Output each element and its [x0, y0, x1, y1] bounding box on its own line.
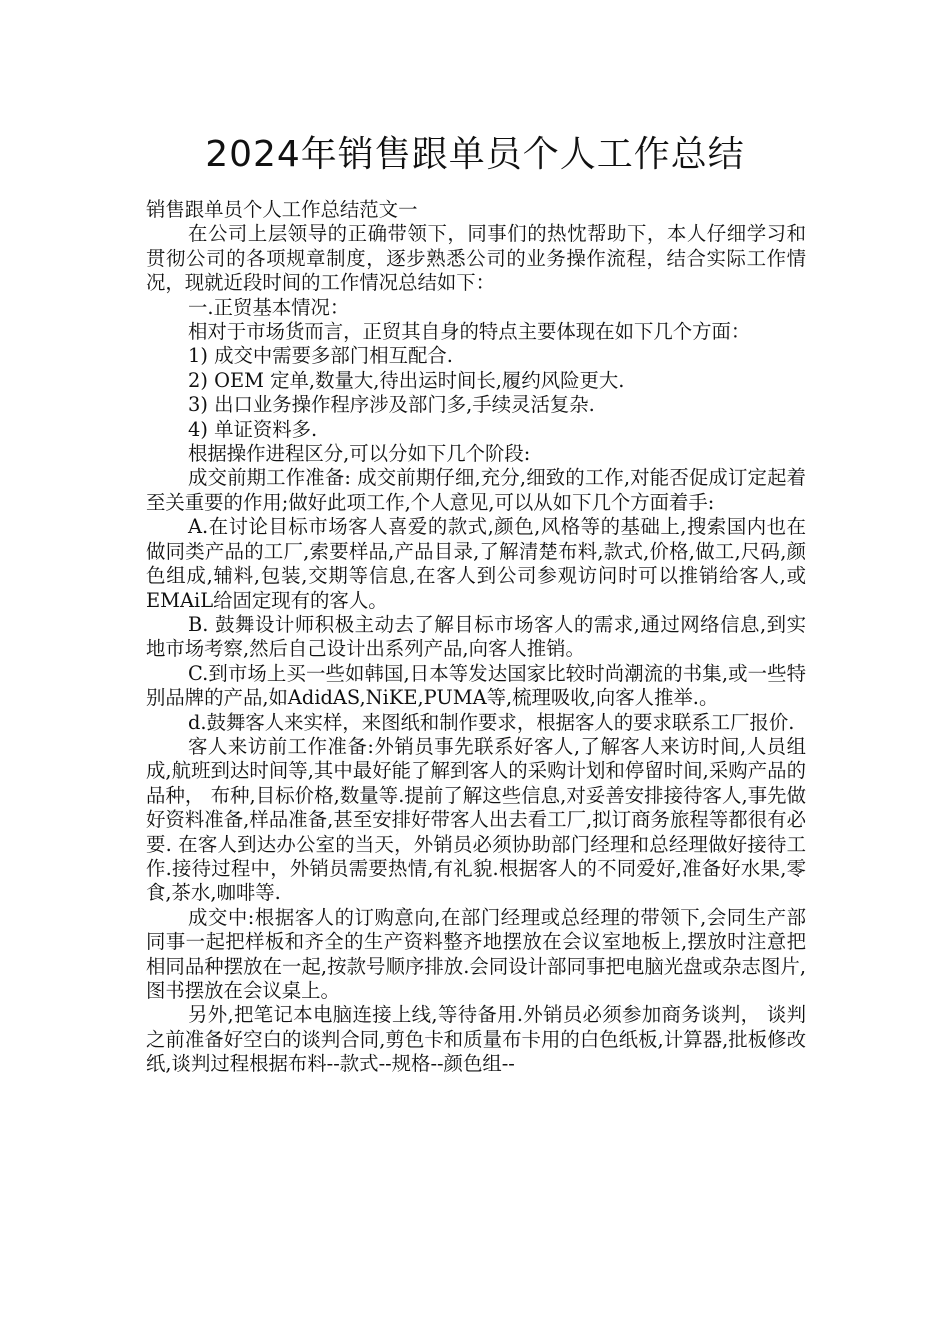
list-item: 4) 单证资料多.: [188, 417, 318, 441]
paragraph: 相对于市场货而言，正贸其自身的特点主要体现在如下几个方面：: [188, 320, 751, 344]
paragraph: d.鼓舞客人来实样，来图纸和制作要求，根据客人的要求联系工厂报价.: [188, 710, 795, 734]
paragraph: 成交中:根据客人的订购意向,在部门经理或总经理的带领下,会同生产部同事一起把样板和齐全的生产资料整齐地摆放在会议室地板上,摆放时注意把相同品种摆放在一起,按款号顺序排放.会同设计部同事把电脑光盘或杂志图片,图书摆放在会议桌上。: [146, 905, 806, 1002]
document-title: 2024年销售跟单员个人工作总结: [205, 134, 745, 175]
paragraph: C.到市场上买一些如韩国,日本等发达国家比较时尚潮流的书集,或一些特别品牌的产品,如AdidAS,NiKE,PUMA等,梳理吸收,向客人推举.。: [146, 661, 806, 710]
list-item: 1) 成交中需要多部门相互配合.: [188, 344, 453, 368]
paragraph: B. 鼓舞设计师积极主动去了解目标市场客人的需求,通过网络信息,到实地市场考察,然后自己设计出系列产品,向客人推销。: [146, 612, 806, 661]
paragraph: 成交前期工作准备: 成交前期仔细,充分,细致的工作,对能否促成订定起着至关重要的作用;做好此项工作,个人意见,可以从如下几个方面着手:: [146, 466, 806, 514]
paragraph: 另外,把笔记本电脑连接上线,等待备用.外销员必须参加商务谈判， 谈判之前准备好空白的谈判合同,剪色卡和质量布卡用的白色纸板,计算器,批板修改纸,谈判过程根据布料--款式--规格--颜色组--: [146, 1003, 806, 1076]
paragraph: 客人来访前工作准备:外销员事先联系好客人,了解客人来访时间,人员组成,航班到达时间等,其中最好能了解到客人的采购计划和停留时间,采购产品的品种， 布种,目标价格,数量等.提前了解这些信息,对妥善安排接待客人,事先做好资料准备,样品准备,甚至安排好带客人出去看工厂,拟订商务旅程等都很有必要. 在客人到达办公室的当天，外销员必须协助部门经理和总经理做好接待工作.接待过程中，外销员需要热情,有礼貌.根据客人的不同爱好,准备好水果,零食,茶水,咖啡等.: [146, 734, 806, 905]
paragraph: 在公司上层领导的正确带领下，同事们的热忱帮助下，本人仔细学习和贯彻公司的各项规章制度，逐步熟悉公司的业务操作流程，结合实际工作情况，现就近段时间的工作情况总结如下：: [146, 222, 806, 295]
paragraph: 根据操作进程区分,可以分如下几个阶段:: [188, 442, 531, 466]
list-item: 2) OEM 定单,数量大,待出运时间长,履约风险更大.: [188, 368, 625, 392]
document-body: [146, 198, 806, 1077]
paragraph: 销售跟单员个人工作总结范文一: [146, 198, 418, 221]
paragraph: A.在讨论目标市场客人喜爱的款式,颜色,风格等的基础上,搜索国内也在做同类产品的工厂,索要样品,产品目录,了解清楚布料,款式,价格,做工,尺码,颜色组成,辅料,包装,交期等信息,在客人到公司参观访问时可以推销给客人,或EMAiL给固定现有的客人。: [146, 515, 806, 612]
section-heading: 一.正贸基本情况：: [188, 295, 350, 319]
list-item: 3) 出口业务操作程序涉及部门多,手续灵活复杂.: [188, 393, 595, 417]
